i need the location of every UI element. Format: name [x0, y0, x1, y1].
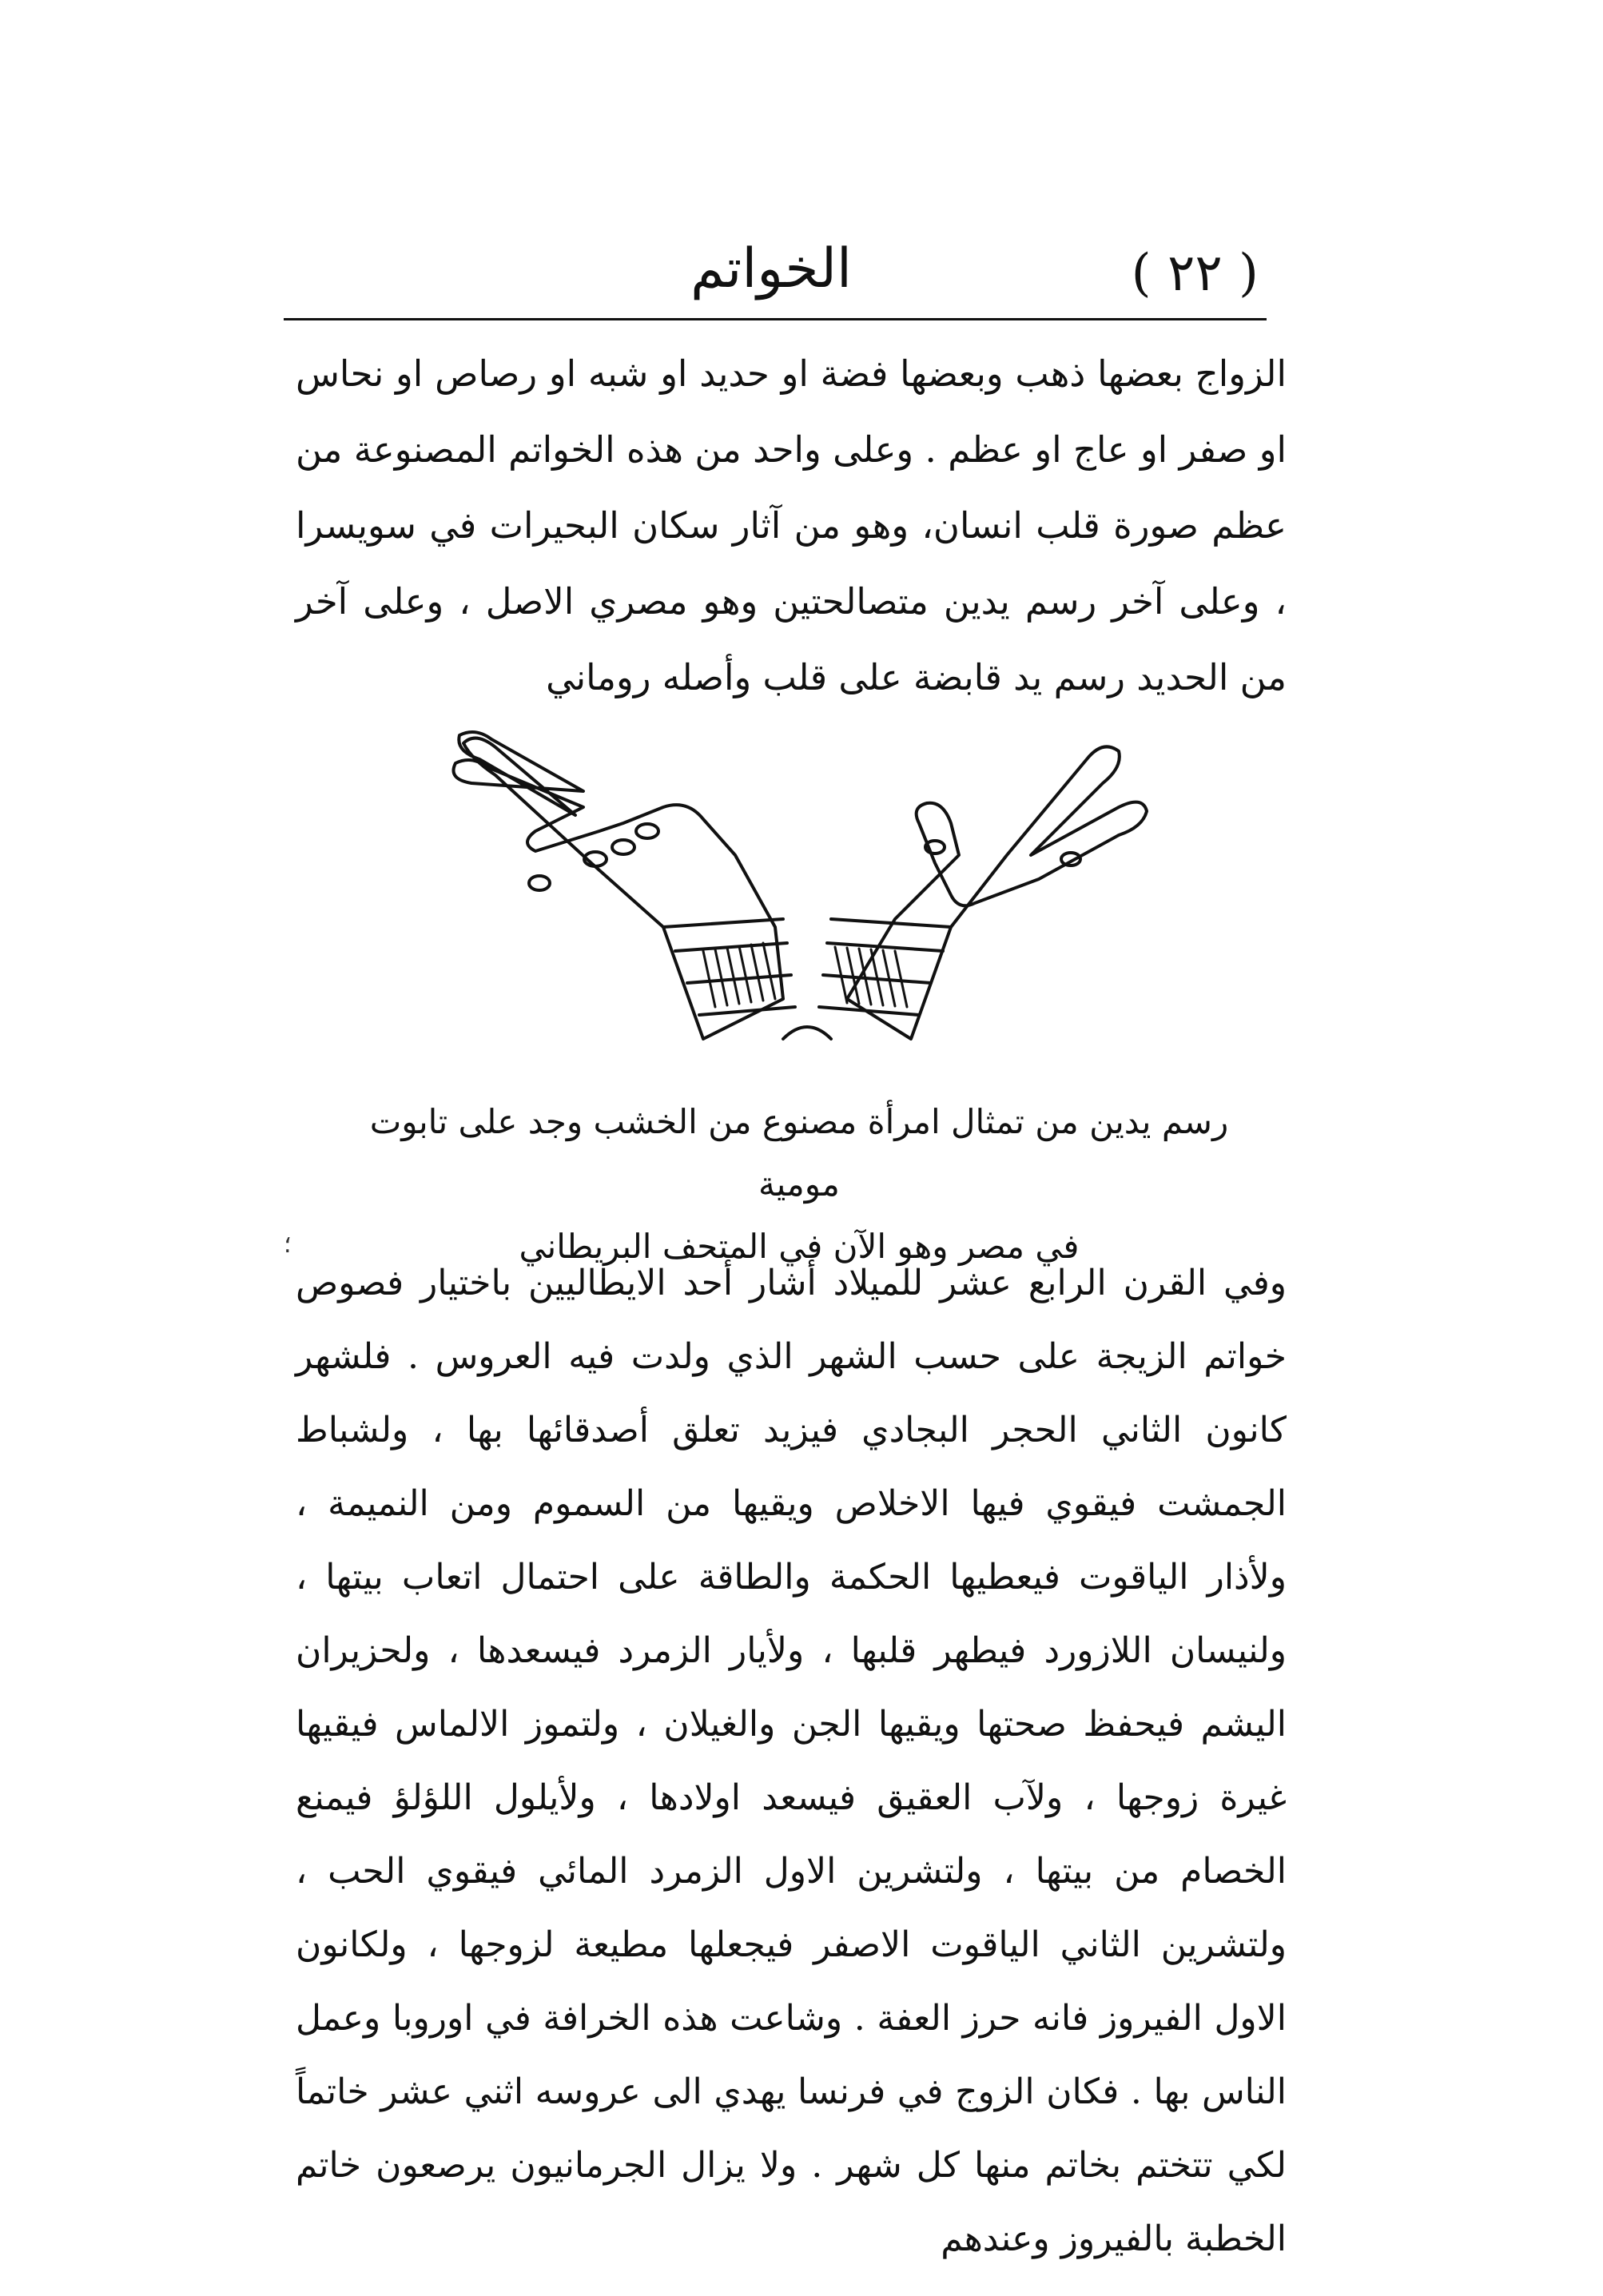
page-header	[284, 228, 1259, 308]
stray-mark: ؛	[284, 1231, 292, 1259]
bottom-paragraph: وفي القرن الرابع عشر للميلاد أشار أحد الايطاليين باختيار فصوص خواتم الزيجة على حسب الشهر الذي ولدت فيه العروس . فلشهر كانون الثاني الحجر البجادي فيزيد تعلق أصدقائها بها ، ولشباط الجمشت فيقوي فيها الاخلاص ويقيها من السموم ومن النميمة ، ولأذار الياقوت فيعطيها الحكمة والطاقة على احتمال اتعاب بيتها ، ولنيسان اللازورد فيطهر قلبها ، ولأيار الزمرد فيسعدها ، ولحزيران اليشم فيحفظ صحتها ويقيها الجن والغيلان ، ولتموز الالماس فيقيها غيرة زوجها ، ولآب العقيق فيسعد اولادها ، ولأيلول اللؤلؤ فيمنع الخصام من بيتها ، ولتشرين الاول الزمرد المائي فيقوي الحب ، ولتشرين الثاني الياقوت الاصفر فيجعلها مطيعة لزوجها ، ولكانون الاول الفيروز فانه حرز العفة . وشاعت هذه الخرافة في اوروبا وعمل الناس بها . فكان الزوج في فرنسا يهدي الى عروسه اثني عشر خاتماً لكي تتختم بخاتم منها كل شهر . ولا يزال الجرمانيون يرصعون خاتم الخطبة بالفيروز وعندهم	[296, 1263, 1287, 2259]
top-paragraph-block	[296, 336, 1287, 715]
running-title: الخواتم	[690, 237, 852, 300]
header-rule	[284, 318, 1267, 320]
caption-line-1: رسم يدين من تمثال امرأة مصنوع من الخشب وجد على تابوت مومية	[369, 1102, 1229, 1204]
bottom-paragraph-block	[296, 1247, 1287, 2276]
caption-line-2: في مصر وهو الآن في المتحف البريطاني	[519, 1227, 1080, 1266]
hands-illustration	[400, 663, 1215, 1063]
page-number: ( ٢٢ )	[1131, 244, 1259, 303]
top-paragraph: الزواج بعضها ذهب وبعضها فضة او حديد او شبه او رصاص او نحاس او صفر او عاج او عظم . وعلى واحد من هذه الخواتم المصنوعة من عظم صورة قلب انسان، وهو من آثار سكان البحيرات في سويسرا ، وعلى آخر رسم يدين متصالحتين وهو مصري الاصل ، وعلى آخر من الحديد رسم يد قابضة على قلب وأصله روماني	[296, 352, 1287, 698]
